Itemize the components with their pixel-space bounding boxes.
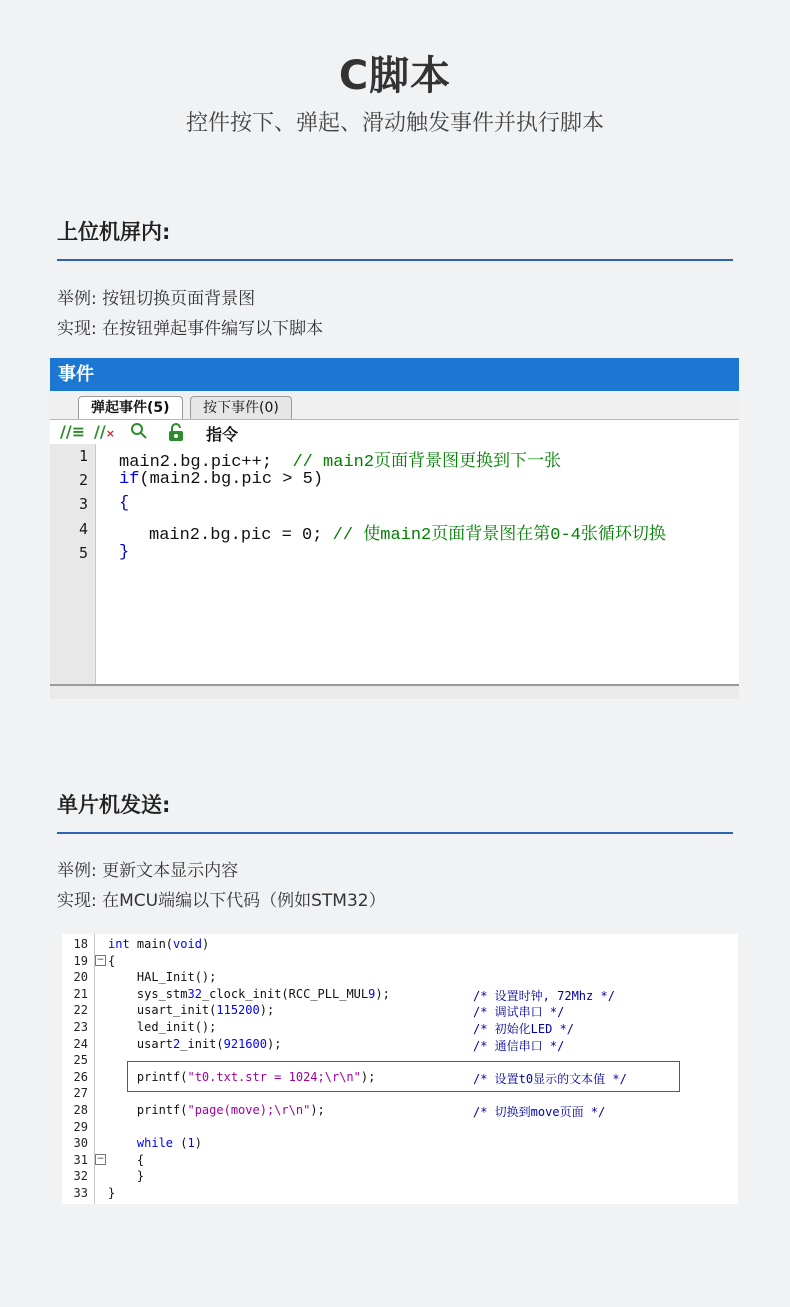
line-number: 29 (73, 1119, 88, 1134)
code-comment: /* 切换到move页面 */ (473, 1105, 606, 1119)
fold-collapse-icon[interactable]: − (96, 955, 105, 965)
line-number: 25 (73, 1053, 88, 1068)
section1-heading: 上位机屏内: (57, 220, 171, 244)
line-number: 28 (73, 1103, 88, 1117)
fold-collapse-icon[interactable]: − (96, 1154, 105, 1164)
line-number: 3 (78, 495, 88, 513)
code-line-31: { (108, 1152, 145, 1167)
line-number: 27 (73, 1086, 88, 1101)
line-number: 20 (73, 970, 88, 985)
page-title: C脚本 (338, 53, 452, 99)
section2-heading: 单片机发送: (57, 793, 171, 817)
code-line-18: int main(void) (108, 937, 210, 951)
section2-divider (57, 832, 733, 834)
unlock-icon[interactable] (166, 422, 186, 446)
tab-release-event[interactable]: 弹起事件(5) (78, 396, 183, 419)
event-editor-panel (50, 358, 739, 699)
line-number: 23 (73, 1020, 88, 1034)
line-number: 4 (78, 520, 88, 538)
event-editor-header: 事件 (50, 358, 739, 391)
mcu-code-block (62, 934, 738, 1204)
code-line-5: } (119, 543, 130, 562)
code-line-26: printf("t0.txt.str = 1024;\r\n"); (108, 1069, 376, 1084)
code-line-1: main2.bg.pic++; // main2页面背景图更换到下一张 (119, 453, 562, 472)
search-icon[interactable] (130, 422, 148, 444)
code-line-22: usart_init(115200); (108, 1003, 275, 1018)
section2-example: 举例: 更新文本显示内容 (57, 861, 239, 881)
line-number: 32 (73, 1169, 88, 1184)
uncomment-lines-icon[interactable]: //× (94, 422, 115, 441)
code-line-32: } (108, 1169, 145, 1184)
code-comment: /* 通信串口 */ (473, 1038, 565, 1053)
section1-impl: 实现: 在按钮弹起事件编写以下脚本 (57, 319, 324, 339)
section2-impl: 实现: 在MCU端编以下代码（例如STM32） (57, 891, 386, 911)
line-number: 2 (78, 471, 88, 489)
code-line-28: printf("page(move);\r\n"); (108, 1103, 325, 1117)
code-line-24: usart2_init(921600); (108, 1036, 282, 1051)
event-tab-bar (50, 391, 739, 420)
line-number: 21 (73, 986, 88, 1001)
code-comment: /* 设置t0显示的文本值 */ (473, 1071, 627, 1086)
line-number: 1 (78, 447, 88, 465)
section1-example: 举例: 按钮切换页面背景图 (57, 289, 256, 309)
section1-divider (57, 259, 733, 261)
line-number: 24 (73, 1036, 88, 1051)
code-comment: /* 初始化LED */ (473, 1022, 575, 1036)
line-number: 22 (73, 1003, 88, 1018)
code-comment: /* 调试串口 */ (473, 1005, 565, 1020)
line-number: 30 (73, 1136, 88, 1151)
code-line-20: HAL_Init(); (108, 970, 217, 985)
code-line-21: sys_stm32_clock_init(RCC_PLL_MUL9); (108, 986, 390, 1001)
page-subtitle: 控件按下、弹起、滑动触发事件并执行脚本 (185, 111, 604, 136)
line-number: 31 (73, 1152, 88, 1167)
line-number: 18 (73, 937, 88, 951)
tab-press-event[interactable]: 按下事件(0) (190, 396, 292, 419)
code-line-19: { (108, 953, 116, 968)
comment-lines-icon[interactable]: //≡ (60, 422, 86, 441)
line-number: 5 (78, 544, 88, 562)
code-line-33: } (108, 1186, 116, 1200)
code-line-30: while (1) (136, 1136, 202, 1151)
toolbar-label: 指令 (206, 425, 239, 444)
line-number: 19 (73, 953, 88, 968)
code-line-4: main2.bg.pic = 0; // 使main2页面背景图在第0-4张循环切换 (149, 526, 666, 545)
code-line-3: { (119, 494, 130, 513)
line-number: 33 (73, 1186, 88, 1200)
code-editor[interactable] (50, 444, 739, 686)
editor-toolbar (50, 420, 739, 444)
code-line-2: if(main2.bg.pic > 5) (119, 470, 324, 489)
code-line-23: led_init(); (108, 1020, 217, 1034)
line-number: 26 (73, 1069, 88, 1084)
code-comment: /* 设置时钟, 72Mhz */ (473, 988, 615, 1003)
